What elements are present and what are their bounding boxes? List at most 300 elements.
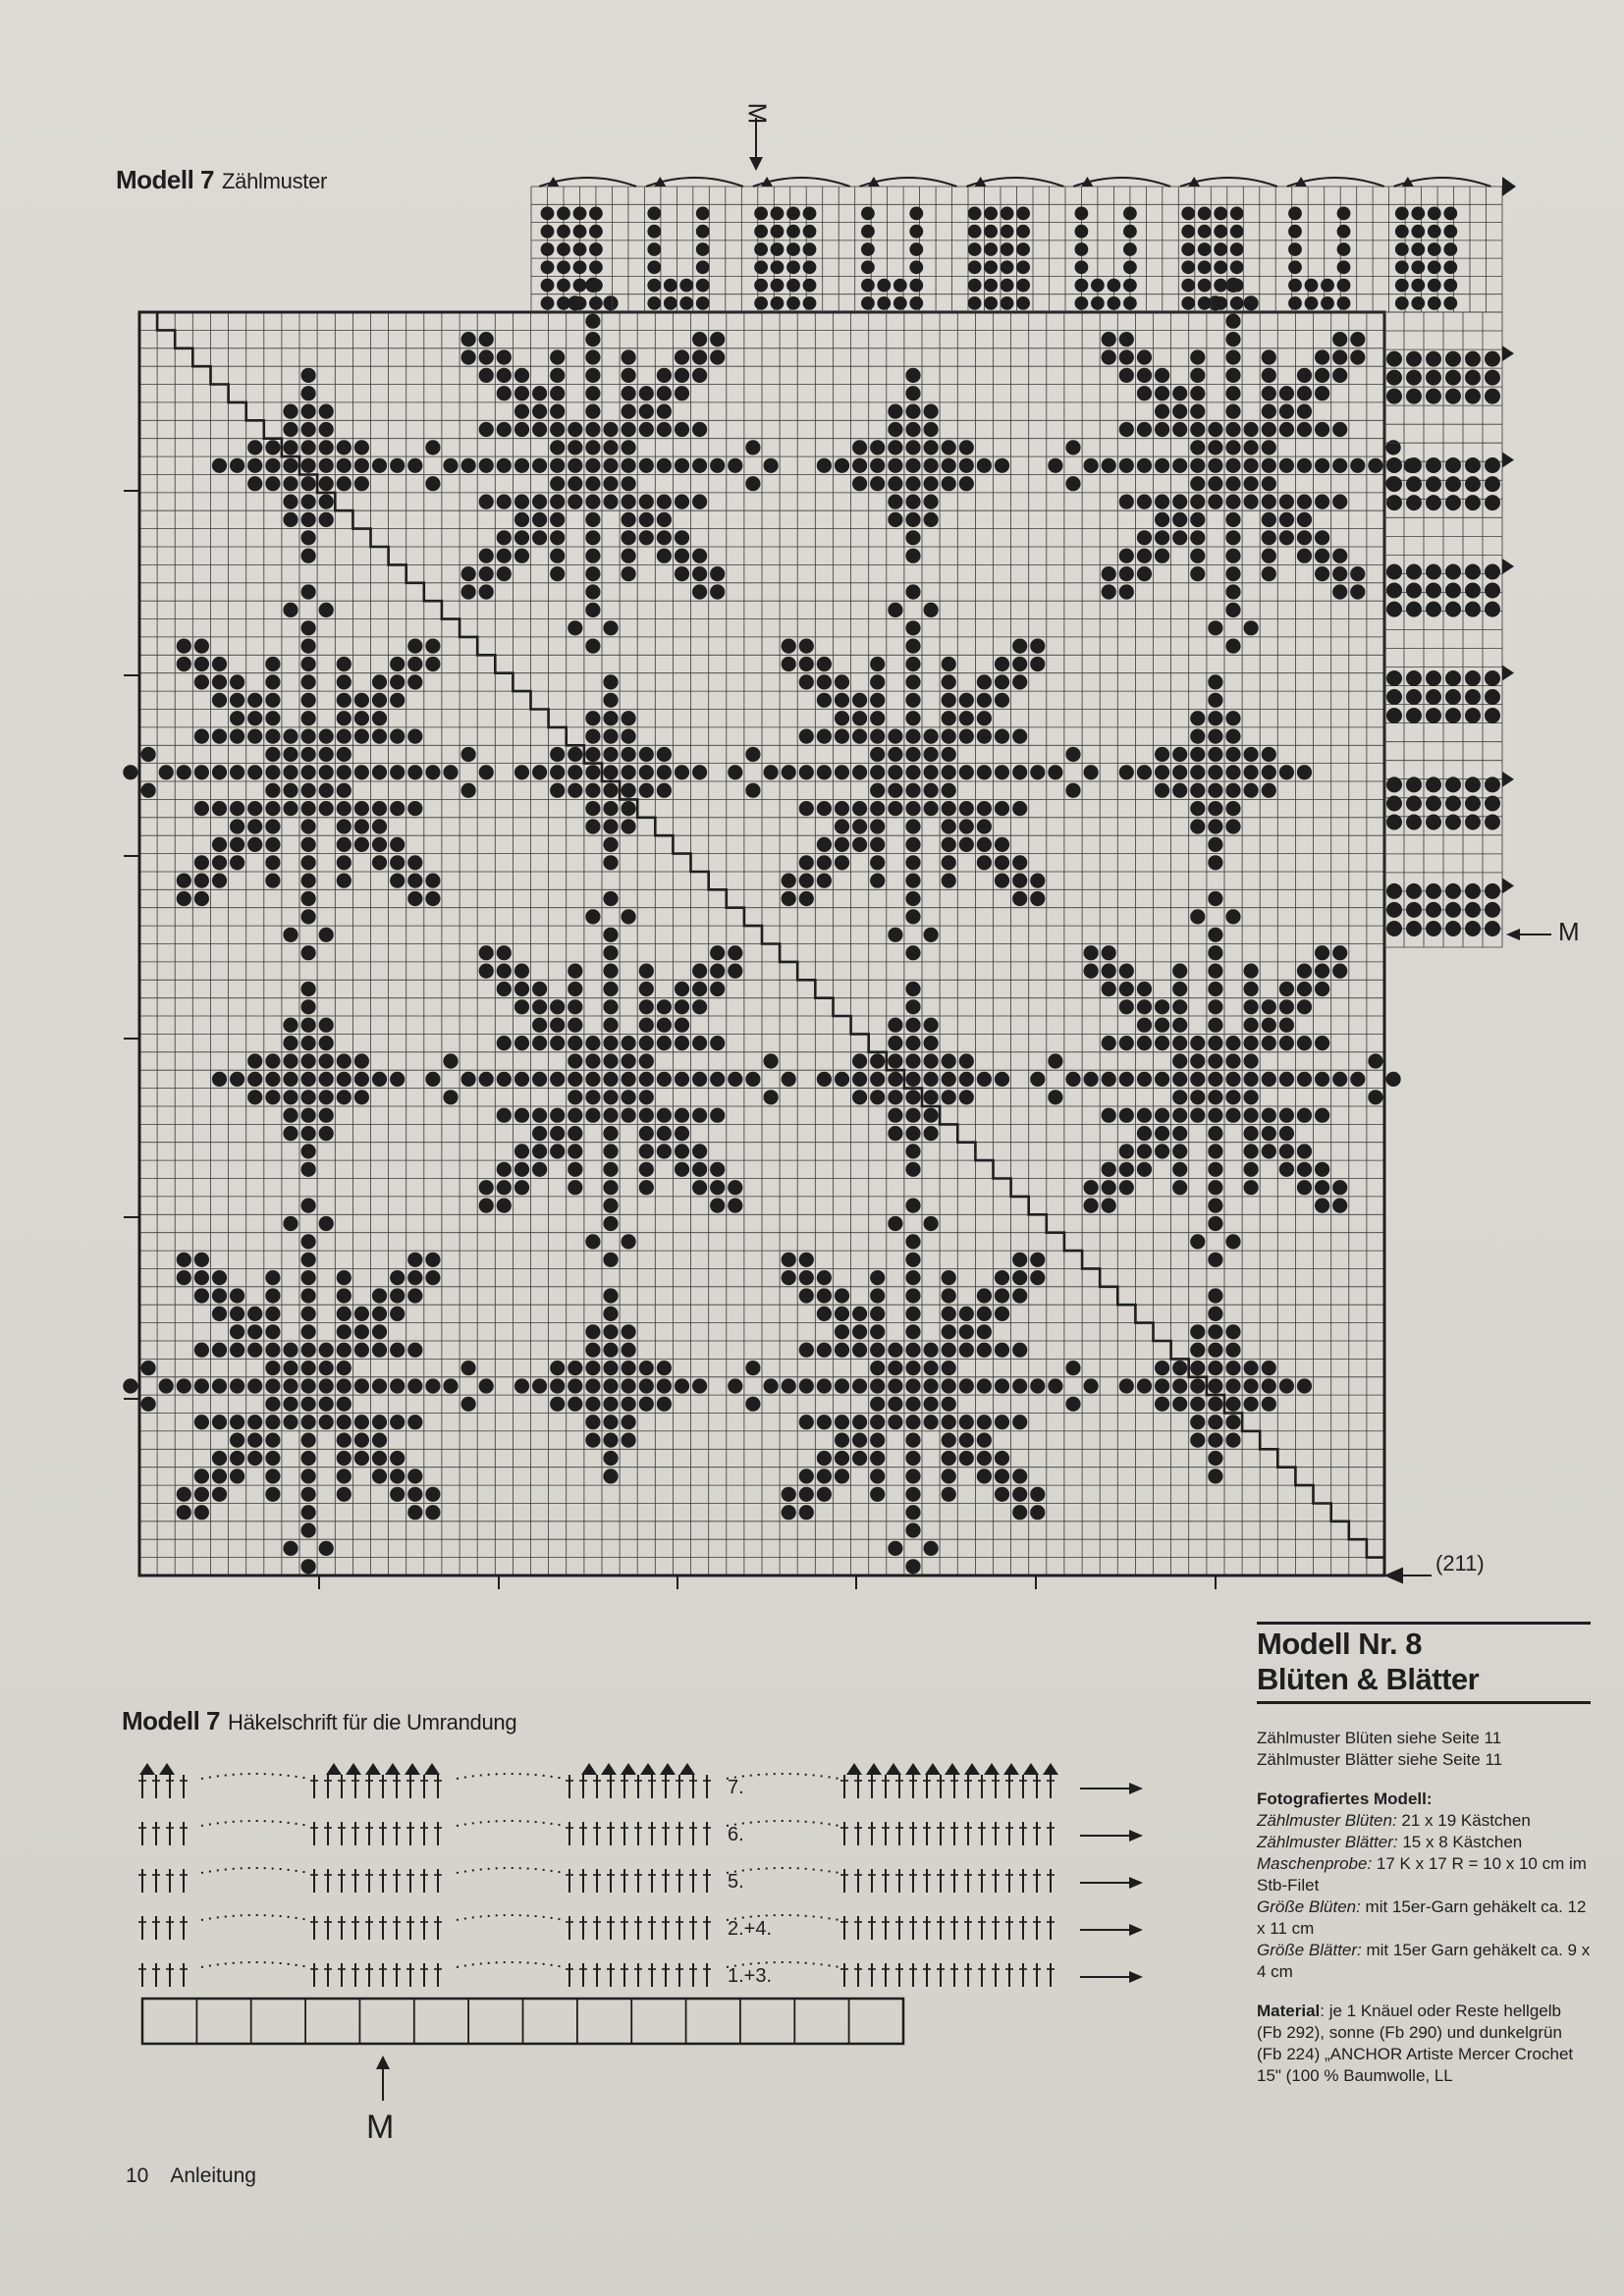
filled-mesh	[247, 1433, 262, 1448]
filled-mesh	[1297, 964, 1312, 979]
filled-mesh	[1244, 1090, 1259, 1104]
filled-mesh	[301, 674, 316, 689]
border-mesh	[803, 225, 817, 239]
filled-mesh	[1030, 639, 1045, 654]
filled-mesh	[265, 819, 280, 833]
filled-mesh	[265, 674, 280, 689]
border-mesh	[1288, 260, 1302, 274]
filled-mesh	[585, 801, 600, 816]
filled-mesh	[924, 404, 939, 419]
filled-mesh	[1297, 386, 1312, 400]
filled-mesh	[568, 1144, 582, 1158]
filled-mesh	[177, 1378, 191, 1393]
filled-mesh	[870, 657, 885, 671]
filled-mesh	[622, 1361, 636, 1375]
filled-mesh	[1190, 530, 1205, 545]
filled-mesh	[1262, 765, 1276, 779]
filled-mesh	[212, 801, 227, 816]
filled-mesh	[301, 1343, 316, 1358]
border-mesh	[1075, 225, 1089, 239]
filled-mesh	[622, 1234, 636, 1249]
filled-mesh	[337, 1053, 352, 1068]
filled-mesh	[870, 1397, 885, 1412]
picot	[964, 1763, 980, 1775]
filled-mesh	[1315, 982, 1329, 996]
filled-mesh	[1208, 1343, 1222, 1358]
filled-mesh	[532, 999, 547, 1014]
border-mesh	[1445, 351, 1461, 367]
filled-mesh	[675, 368, 689, 383]
filled-mesh	[425, 1487, 440, 1502]
filled-mesh	[1137, 549, 1152, 563]
filled-mesh	[942, 1053, 956, 1068]
filled-mesh	[817, 1270, 832, 1285]
filled-mesh	[230, 819, 244, 833]
filled-mesh	[194, 874, 209, 888]
motif-snowflake-3	[123, 584, 494, 960]
filled-mesh	[407, 801, 422, 816]
photo-l5-label: Größe Blätter:	[1257, 1941, 1362, 1959]
filled-mesh	[301, 476, 316, 491]
filled-mesh	[283, 765, 298, 779]
filled-mesh	[1119, 1162, 1134, 1177]
filled-mesh	[265, 1072, 280, 1087]
sidebar-photo-line-4	[1257, 1896, 1591, 1940]
filled-mesh	[1012, 1505, 1027, 1520]
filled-mesh	[319, 1415, 334, 1429]
filled-mesh	[1155, 386, 1169, 400]
filled-mesh	[550, 1397, 565, 1412]
filled-mesh	[354, 1072, 369, 1087]
filled-mesh	[585, 1433, 600, 1448]
border-mesh	[1406, 476, 1422, 492]
filled-mesh	[657, 1126, 672, 1141]
filled-mesh	[905, 711, 920, 725]
filled-mesh	[212, 1072, 227, 1087]
filled-mesh	[905, 1522, 920, 1537]
border-mesh	[573, 279, 587, 293]
filled-mesh	[585, 819, 600, 833]
filled-mesh	[1225, 1361, 1240, 1375]
border-mesh	[1386, 796, 1402, 812]
filled-mesh	[1297, 422, 1312, 437]
filled-mesh	[123, 765, 137, 779]
row-label-5: 5.	[728, 1871, 744, 1893]
filled-mesh	[301, 1451, 316, 1466]
filled-mesh	[585, 368, 600, 383]
filled-mesh	[817, 693, 832, 708]
filled-mesh	[977, 1288, 992, 1303]
border-mesh	[1108, 279, 1121, 293]
border-mesh	[1426, 495, 1441, 510]
filled-mesh	[1190, 404, 1205, 419]
filled-mesh	[247, 765, 262, 779]
filled-mesh	[905, 945, 920, 960]
filled-mesh	[337, 1343, 352, 1358]
filled-mesh	[870, 458, 885, 473]
filled-mesh	[283, 440, 298, 454]
border-mesh	[1443, 225, 1457, 239]
filled-mesh	[959, 711, 974, 725]
filled-mesh	[550, 783, 565, 798]
filled-mesh	[870, 747, 885, 762]
filled-mesh	[959, 476, 974, 491]
filled-mesh	[852, 440, 867, 454]
border-mesh	[771, 260, 785, 274]
picot	[925, 1763, 941, 1775]
filled-mesh	[1262, 368, 1276, 383]
filled-mesh	[301, 458, 316, 473]
border-mesh	[1123, 279, 1137, 293]
filled-mesh	[283, 422, 298, 437]
end-row-marker: (211)	[1435, 1551, 1485, 1575]
border-mesh	[1426, 457, 1441, 473]
filled-mesh	[622, 1397, 636, 1412]
border-mesh	[1198, 296, 1212, 310]
filled-mesh	[1225, 584, 1240, 599]
border-mesh	[968, 225, 982, 239]
border-mesh	[909, 225, 923, 239]
border-mesh	[1465, 389, 1481, 404]
filled-mesh	[603, 1288, 618, 1303]
border-mesh	[803, 296, 817, 310]
filled-mesh	[319, 765, 334, 779]
filled-mesh	[1279, 530, 1294, 545]
filled-mesh	[1208, 711, 1222, 725]
filled-mesh	[1262, 566, 1276, 581]
filled-mesh	[319, 422, 334, 437]
filled-mesh	[639, 1378, 654, 1393]
filled-mesh	[407, 657, 422, 671]
filled-mesh	[265, 837, 280, 852]
filled-mesh	[177, 1505, 191, 1520]
filled-mesh	[995, 1468, 1009, 1483]
filled-mesh	[1244, 1180, 1259, 1195]
border-mesh	[1075, 242, 1089, 256]
filled-mesh	[1137, 982, 1152, 996]
filled-mesh	[675, 549, 689, 563]
filled-mesh	[479, 495, 494, 509]
filled-mesh	[319, 1072, 334, 1087]
filled-mesh	[1225, 549, 1240, 563]
filled-mesh	[1172, 530, 1187, 545]
filled-mesh	[782, 1072, 796, 1087]
filled-mesh	[301, 1487, 316, 1502]
filled-mesh	[995, 855, 1009, 870]
motif-snowflake-1	[407, 278, 779, 654]
filled-mesh	[1155, 1126, 1169, 1141]
filled-mesh	[479, 1199, 494, 1213]
filled-mesh	[319, 404, 334, 419]
filled-mesh	[1155, 783, 1169, 798]
filled-mesh	[852, 729, 867, 744]
filled-mesh	[265, 1433, 280, 1448]
filled-mesh	[585, 530, 600, 545]
filled-mesh	[319, 458, 334, 473]
border-mesh	[1395, 242, 1409, 256]
filled-mesh	[550, 368, 565, 383]
filled-mesh	[799, 1487, 814, 1502]
filled-mesh	[247, 476, 262, 491]
border-mesh	[909, 207, 923, 221]
border-picot	[1502, 559, 1514, 574]
chart-title-subtitle: Zählmuster	[222, 169, 328, 193]
filled-mesh	[675, 1018, 689, 1033]
filled-mesh	[532, 982, 547, 996]
border-mesh	[1406, 389, 1422, 404]
filled-mesh	[835, 1378, 849, 1393]
filled-mesh	[301, 1053, 316, 1068]
filled-mesh	[390, 1487, 405, 1502]
filled-mesh	[283, 1126, 298, 1141]
filled-mesh	[905, 1234, 920, 1249]
filled-mesh	[905, 549, 920, 563]
filled-mesh	[585, 476, 600, 491]
filled-mesh	[817, 855, 832, 870]
filled-mesh	[568, 982, 582, 996]
border-mesh	[909, 242, 923, 256]
filled-mesh	[247, 1378, 262, 1393]
filled-mesh	[675, 458, 689, 473]
filled-mesh	[1297, 404, 1312, 419]
filled-mesh	[247, 1053, 262, 1068]
filled-mesh	[550, 476, 565, 491]
filled-mesh	[675, 1162, 689, 1177]
filled-mesh	[514, 495, 529, 509]
filled-mesh	[585, 549, 600, 563]
filled-mesh	[390, 1468, 405, 1483]
filled-mesh	[835, 674, 849, 689]
filled-mesh	[639, 964, 654, 979]
filled-mesh	[372, 693, 387, 708]
picot	[621, 1763, 636, 1775]
filled-mesh	[942, 1468, 956, 1483]
filled-mesh	[1225, 404, 1240, 419]
filled-mesh	[888, 1216, 902, 1231]
filled-mesh	[942, 1343, 956, 1358]
border-mesh	[573, 260, 587, 274]
filled-mesh	[888, 801, 902, 816]
filled-mesh	[1262, 1378, 1276, 1393]
filled-mesh	[995, 1451, 1009, 1466]
filled-mesh	[1102, 1072, 1116, 1087]
border-mesh	[1428, 207, 1441, 221]
filled-mesh	[852, 819, 867, 833]
filled-mesh	[1279, 999, 1294, 1014]
filled-mesh	[924, 1415, 939, 1429]
filled-mesh	[905, 495, 920, 509]
filled-mesh	[675, 765, 689, 779]
filled-mesh	[622, 1378, 636, 1393]
filled-mesh	[852, 1072, 867, 1087]
filled-mesh	[212, 1288, 227, 1303]
border-mesh	[803, 279, 817, 293]
filled-mesh	[1155, 1397, 1169, 1412]
filled-mesh	[372, 855, 387, 870]
filled-mesh	[1225, 368, 1240, 383]
filled-mesh	[639, 404, 654, 419]
filled-mesh	[1119, 349, 1134, 364]
filled-mesh	[1119, 566, 1134, 581]
filled-mesh	[550, 1361, 565, 1375]
filled-mesh	[585, 1234, 600, 1249]
filled-mesh	[1297, 549, 1312, 563]
border-title	[122, 1706, 516, 1736]
top-m-arrow-head	[749, 157, 763, 171]
filled-mesh	[603, 1378, 618, 1393]
sidebar-refs	[1257, 1728, 1591, 1771]
filled-mesh	[585, 566, 600, 581]
border-mesh	[984, 207, 998, 221]
filled-mesh	[425, 1253, 440, 1267]
filled-mesh	[301, 855, 316, 870]
filled-mesh	[479, 945, 494, 960]
filled-mesh	[799, 1253, 814, 1267]
filled-mesh	[407, 1288, 422, 1303]
filled-mesh	[995, 657, 1009, 671]
picot	[405, 1763, 420, 1775]
filled-mesh	[1155, 1036, 1169, 1050]
filled-mesh	[622, 1053, 636, 1068]
border-mesh	[771, 279, 785, 293]
filled-mesh	[212, 1307, 227, 1321]
filled-mesh	[337, 801, 352, 816]
filled-mesh	[603, 295, 618, 310]
filled-mesh	[1155, 458, 1169, 473]
border-mesh	[1445, 476, 1461, 492]
border-mesh	[1181, 260, 1195, 274]
filled-mesh	[835, 1343, 849, 1358]
filled-mesh	[1102, 458, 1116, 473]
photo-l4-val: mit 15er-Garn gehäkelt ca. 12 x 11 cm	[1257, 1897, 1587, 1938]
filled-mesh	[905, 1018, 920, 1033]
border-mesh	[1428, 296, 1441, 310]
border-mesh	[1075, 207, 1089, 221]
filled-mesh	[905, 729, 920, 744]
filled-mesh	[622, 404, 636, 419]
filled-mesh	[585, 1053, 600, 1068]
filled-mesh	[337, 855, 352, 870]
filled-mesh	[1190, 368, 1205, 383]
filled-mesh	[1065, 476, 1080, 491]
filled-mesh	[603, 711, 618, 725]
border-picot	[1502, 878, 1514, 893]
filled-mesh	[835, 693, 849, 708]
filled-mesh	[1137, 530, 1152, 545]
filled-mesh	[265, 729, 280, 744]
border-mesh	[1016, 207, 1030, 221]
filled-mesh	[283, 1036, 298, 1050]
filled-mesh	[390, 1451, 405, 1466]
row-arrow	[1129, 1924, 1143, 1936]
filled-mesh	[995, 765, 1009, 779]
filled-mesh	[905, 1487, 920, 1502]
border-mesh	[541, 279, 555, 293]
filled-mesh	[283, 1018, 298, 1033]
photo-l3-val: 17 K x 17 R = 10 x 10 cm im Stb-Filet	[1257, 1854, 1587, 1895]
filled-mesh	[425, 874, 440, 888]
border-mesh	[1428, 260, 1441, 274]
filled-mesh	[1279, 495, 1294, 509]
border-mesh	[679, 279, 693, 293]
filled-mesh	[1030, 891, 1045, 906]
border-mesh	[1386, 476, 1402, 492]
filled-mesh	[924, 512, 939, 527]
border-mesh	[541, 225, 555, 239]
filled-mesh	[1279, 1108, 1294, 1123]
photo-l2-val: 15 x 8 Kästchen	[1397, 1833, 1523, 1851]
filled-mesh	[1244, 476, 1259, 491]
border-mesh	[1426, 883, 1441, 899]
border-mesh	[557, 260, 570, 274]
filled-mesh	[603, 1253, 618, 1267]
filled-mesh	[301, 747, 316, 762]
filled-mesh	[995, 1288, 1009, 1303]
filled-mesh	[319, 1216, 334, 1231]
filled-mesh	[622, 495, 636, 509]
border-mesh	[1214, 296, 1227, 310]
border-title-model: Modell 7	[122, 1706, 221, 1735]
filled-mesh	[1119, 1180, 1134, 1195]
border-mesh	[1181, 225, 1195, 239]
filled-mesh	[639, 783, 654, 798]
filled-mesh	[1102, 1162, 1116, 1177]
filled-mesh	[568, 1397, 582, 1412]
filled-mesh	[870, 819, 885, 833]
row-label-2-4: 2.+4.	[728, 1918, 773, 1940]
filled-mesh	[1297, 1378, 1312, 1393]
filled-mesh	[1315, 1108, 1329, 1123]
border-mesh	[1443, 260, 1457, 274]
border-mesh	[1406, 495, 1422, 510]
filled-mesh	[230, 1324, 244, 1339]
filled-mesh	[230, 1468, 244, 1483]
filled-mesh	[888, 765, 902, 779]
filled-mesh	[1155, 368, 1169, 383]
filled-mesh	[301, 1288, 316, 1303]
filled-mesh	[692, 982, 707, 996]
filled-mesh	[942, 801, 956, 816]
filled-mesh	[301, 495, 316, 509]
filled-mesh	[247, 1090, 262, 1104]
filled-mesh	[479, 332, 494, 347]
filled-mesh	[568, 458, 582, 473]
filled-mesh	[1225, 747, 1240, 762]
filled-mesh	[905, 1036, 920, 1050]
sidebar-photo-line-1	[1257, 1810, 1591, 1832]
filled-mesh	[568, 1018, 582, 1033]
filled-mesh	[1279, 512, 1294, 527]
filled-mesh	[1332, 458, 1347, 473]
filled-mesh	[905, 1307, 920, 1321]
filled-mesh	[852, 458, 867, 473]
filled-mesh	[301, 891, 316, 906]
filled-mesh	[782, 874, 796, 888]
sidebar-top-rule	[1257, 1622, 1591, 1625]
filled-mesh	[835, 837, 849, 852]
picot	[660, 1763, 676, 1775]
filled-mesh	[425, 657, 440, 671]
filled-mesh	[870, 1343, 885, 1358]
right-m-marker: M	[1558, 917, 1580, 946]
filled-mesh	[745, 747, 760, 762]
filled-mesh	[283, 783, 298, 798]
border-mesh	[1075, 260, 1089, 274]
border-mesh	[1230, 242, 1244, 256]
filled-mesh	[550, 1018, 565, 1033]
picot	[365, 1763, 381, 1775]
filled-mesh	[550, 1378, 565, 1393]
